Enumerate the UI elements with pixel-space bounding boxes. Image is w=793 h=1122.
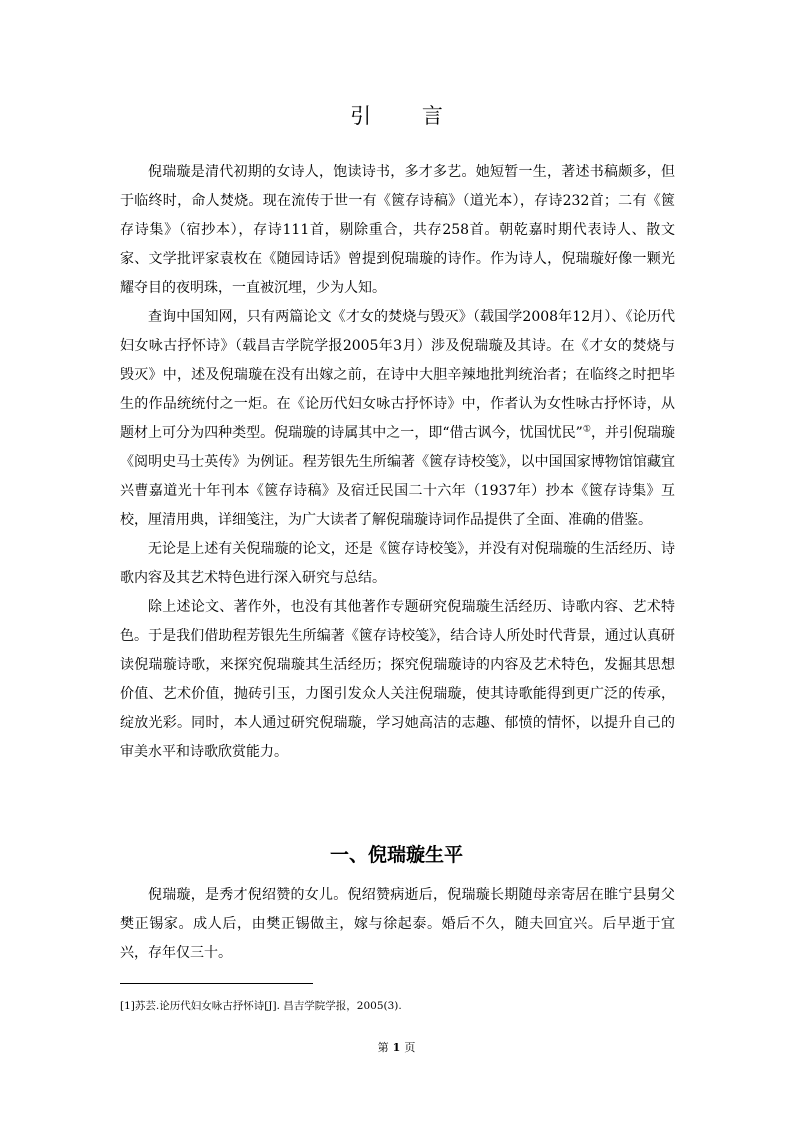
page-number-suffix: 页 xyxy=(404,1041,416,1054)
paragraph-text: ，并引倪瑞璇《阅明史马士英传》为例证。程芳银先生所编著《篋存诗校笺》，以中国国家博物馆馆藏宜兴曹嘉道光十年刊本《篋存诗稿》及宿迁民国二十六年（1937年）抄本《篋存诗集》互校，厘清用典，详细笺注，为广大读者了解倪瑞璇诗词作品提供了全面、准确的借鉴。 xyxy=(120,425,676,528)
page-number xyxy=(0,1040,793,1056)
footnote: [1]苏芸.论历代妇女咏古抒怀诗[J]. 昌吉学院学报，2005(3). xyxy=(120,1000,402,1012)
footnote-reference[interactable]: ① xyxy=(582,424,591,435)
footnote-divider xyxy=(120,983,313,984)
paragraph xyxy=(120,303,675,535)
paragraph: 无论是上述有关倪瑞璇的论文，还是《篋存诗校笺》，并没有对倪瑞璇的生活经历、诗歌内容及其艺术特色进行深入研究与总结。 xyxy=(120,541,675,586)
paragraph: 倪瑞璇，是秀才倪绍赞的女儿。倪绍赞病逝后，倪瑞璇长期随母亲寄居在睢宁县舅父樊正锡家。成人后，由樊正锡做主，嫁与徐起泰。婚后不久，随夫回宜兴。后早逝于宜兴，存年仅三十。 xyxy=(120,887,675,961)
paragraph-text: 查询中国知网，只有两篇论文《才女的焚烧与毁灭》（载国学2008年12月）、《论历代妇女咏古抒怀诗》（载昌吉学院学报2005年3月）涉及倪瑞璇及其诗。在《才女的焚烧与毁灭》中，述及倪瑞璇在没有出嫁之前，在诗中大胆辛辣地批判统治者；在临终之时把毕生的作品统统付之一炬。在《论历代妇女咏古抒怀诗》中，作者认为女性咏古抒怀诗，从题材上可分为四种类型。倪瑞璇的诗属其中之一，即“借古讽今，忧国忧民” xyxy=(120,309,675,441)
intro-section xyxy=(120,158,675,767)
biography-section xyxy=(120,881,675,968)
paragraph: 倪瑞璇是清代初期的女诗人，饱读诗书，多才多艺。她短暂一生，著述书稿颇多，但于临终时，命人焚烧。现在流传于世一有《篋存诗稿》（道光本），存诗232首；二有《篋存诗集》（宿抄本），存诗111首，剔除重合，共存258首。朝乾嘉时期代表诗人、散文家、文学批评家袁枚在《随园诗话》曾提到倪瑞璇的诗作。作为诗人，倪瑞璇好像一颗光耀夺目的夜明珠，一直被沉埋，少为人知。 xyxy=(120,164,675,296)
page-number-prefix: 第 xyxy=(377,1041,389,1054)
page-title: 引 言 xyxy=(350,104,465,128)
section-heading: 一、倪瑞璇生平 xyxy=(329,844,463,866)
paragraph: 除上述论文、著作外，也没有其他著作专题研究倪瑞璇生活经历、诗歌内容、艺术特色。于是我们借助程芳银先生所编著《篋存诗校笺》，结合诗人所处时代背景，通过认真研读倪瑞璇诗歌，来探究倪瑞璇其生活经历；探究倪瑞璇诗的内容及艺术特色，发掘其思想价值、艺术价值，抛砖引玉，力图引发众人关注倪瑞璇，使其诗歌能得到更广泛的传承，绽放光彩。同时，本人通过研究倪瑞璇，学习她高洁的志趣、郁愤的情怀，以提升自己的审美水平和诗歌欣赏能力。 xyxy=(120,599,675,760)
page-number-value: 1 xyxy=(392,1041,401,1054)
